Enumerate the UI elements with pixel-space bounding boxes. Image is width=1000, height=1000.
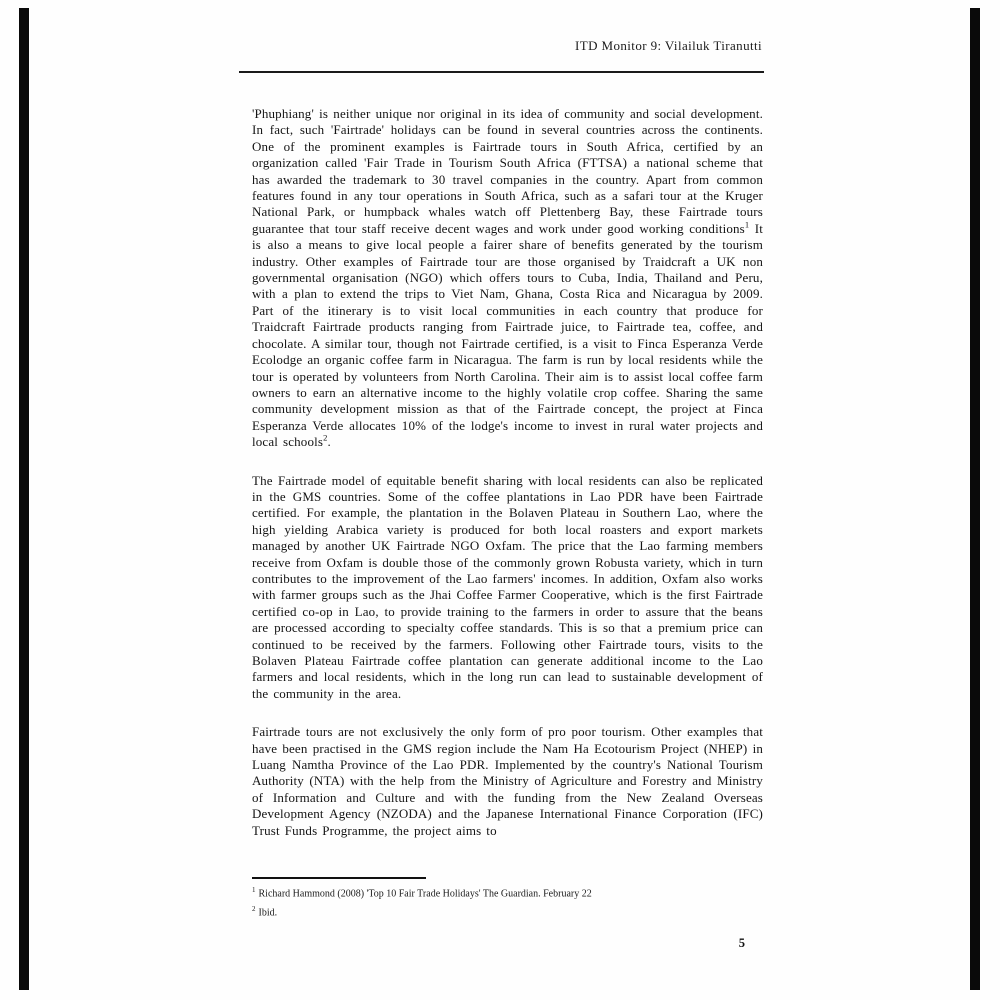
footnote-1-marker: 1 [252, 886, 256, 894]
footnote-1 [252, 883, 763, 902]
footnote-2-marker: 2 [252, 904, 256, 913]
paragraph-1-text-a: 'Phuphiang' is neither unique nor original in its idea of community and social development. In fact, such 'Fairtrade' holidays can be found in several countries across the continents. One of the prominent examples is Fairtrade tours in South Africa, certified by an organization called 'Fair Trade in Tourism South Africa (FTTSA) a national scheme that has awarded the trademark to 30 travel companies in the country. Apart from common features found in any tour operations in South Africa, such as a safari tour at the Kruger National Park, or humpback whales watch off Plettenberg Bay, these Fairtrade tours guarantee that tour staff receive decent wages and work under good working conditions [252, 106, 763, 236]
paragraph-1-text-c: . [327, 434, 331, 450]
body-text-block [252, 106, 763, 861]
footnote-2-text: Ibid. [258, 907, 278, 919]
footnote-2 [252, 902, 763, 921]
footnote-1-text: Richard Hammond (2008) 'Top 10 Fair Trade Holidays' The Guardian. February 22 [258, 888, 592, 900]
scan-artifact-left-bar [19, 8, 29, 990]
footnote-divider [252, 877, 426, 879]
running-header: ITD Monitor 9: Vilailuk Tiranutti [575, 38, 762, 53]
paragraph-1-text-b: It is also a means to give local people a fairer share of benefits generated by the tourism industry. Other examples of Fairtrade tour are those organised by Traidcraft a UK non governmental organisation (NGO) which offers tours to Cuba, India, Thailand and Peru, with a plan to extend the trips to Viet Nam, Ghana, Costa Rica and Nicaragua by 2009. Part of the itinerary is to visit local communities in each country that produce for Traidcraft Fairtrade products ranging from Fairtrade juice, to Fairtrade tea, coffee, and chocolate. A similar tour, though not Fairtrade certified, is a visit to Finca Esperanza Verde Ecolodge an organic coffee farm in Nicaragua. The farm is run by local residents while the tour is operated by volunteers from North Carolina. Their aim is to assist local coffee farm owners to earn an alternative income to the highly volatile crop coffee. Sharing the same community development mission as that of the Fairtrade concept, the project at Finca Esperanza Verde allocates 10% of the lodge's income to invest in rural water projects and local schools [252, 220, 764, 450]
paragraph-1 [252, 106, 763, 451]
scan-artifact-right-bar [970, 8, 980, 990]
page-number: 5 [738, 936, 745, 950]
footnote-ref-2: 2 [323, 432, 328, 443]
footnote-ref-1: 1 [744, 219, 750, 230]
footnotes-block [252, 883, 763, 921]
paragraph-2: The Fairtrade model of equitable benefit sharing with local residents can also be replicated in the GMS countries. Some of the coffee plantations in Lao PDR have been Fairtrade certified. For example, the plantation in the Bolaven Plateau in Southern Lao, where the high yielding Arabica variety is produced for both local roasters and export markets managed by another UK Fairtrade NGO Oxfam. The price that the Lao farming members receive from Oxfam is double those of the commonly grown Robusta variety, which in turn contributes to the improvement of the Lao farmers' incomes. In addition, Oxfam also works with farmer groups such as the Jhai Coffee Farmer Cooperative, which is the first Fairtrade certified co-op in Lao, to provide training to the farmers in order to assure that the beans are processed according to specialty coffee standards. This is so that a premium price can continued to be received by the farmers. Following other Fairtrade tours, visits to the Bolaven Plateau Fairtrade coffee plantation can generate additional income to the Lao farmers and local residents, which in the long run can lead to sustainable development of the community in the area. [252, 472, 763, 701]
paragraph-3: Fairtrade tours are not exclusively the only form of pro poor tourism. Other examples that have been practised in the GMS region include the Nam Ha Ecotourism Project (NHEP) in Luang Namtha Province of the Lao PDR. Implemented by the country's National Tourism Authority (NTA) with the help from the Ministry of Agriculture and Forestry and Ministry of Information and Culture and with the funding from the New Zealand Overseas Development Agency (NZODA) and the Japanese International Finance Corporation (IFC) Trust Funds Programme, the project aims to [252, 724, 763, 838]
header-divider [239, 71, 764, 73]
